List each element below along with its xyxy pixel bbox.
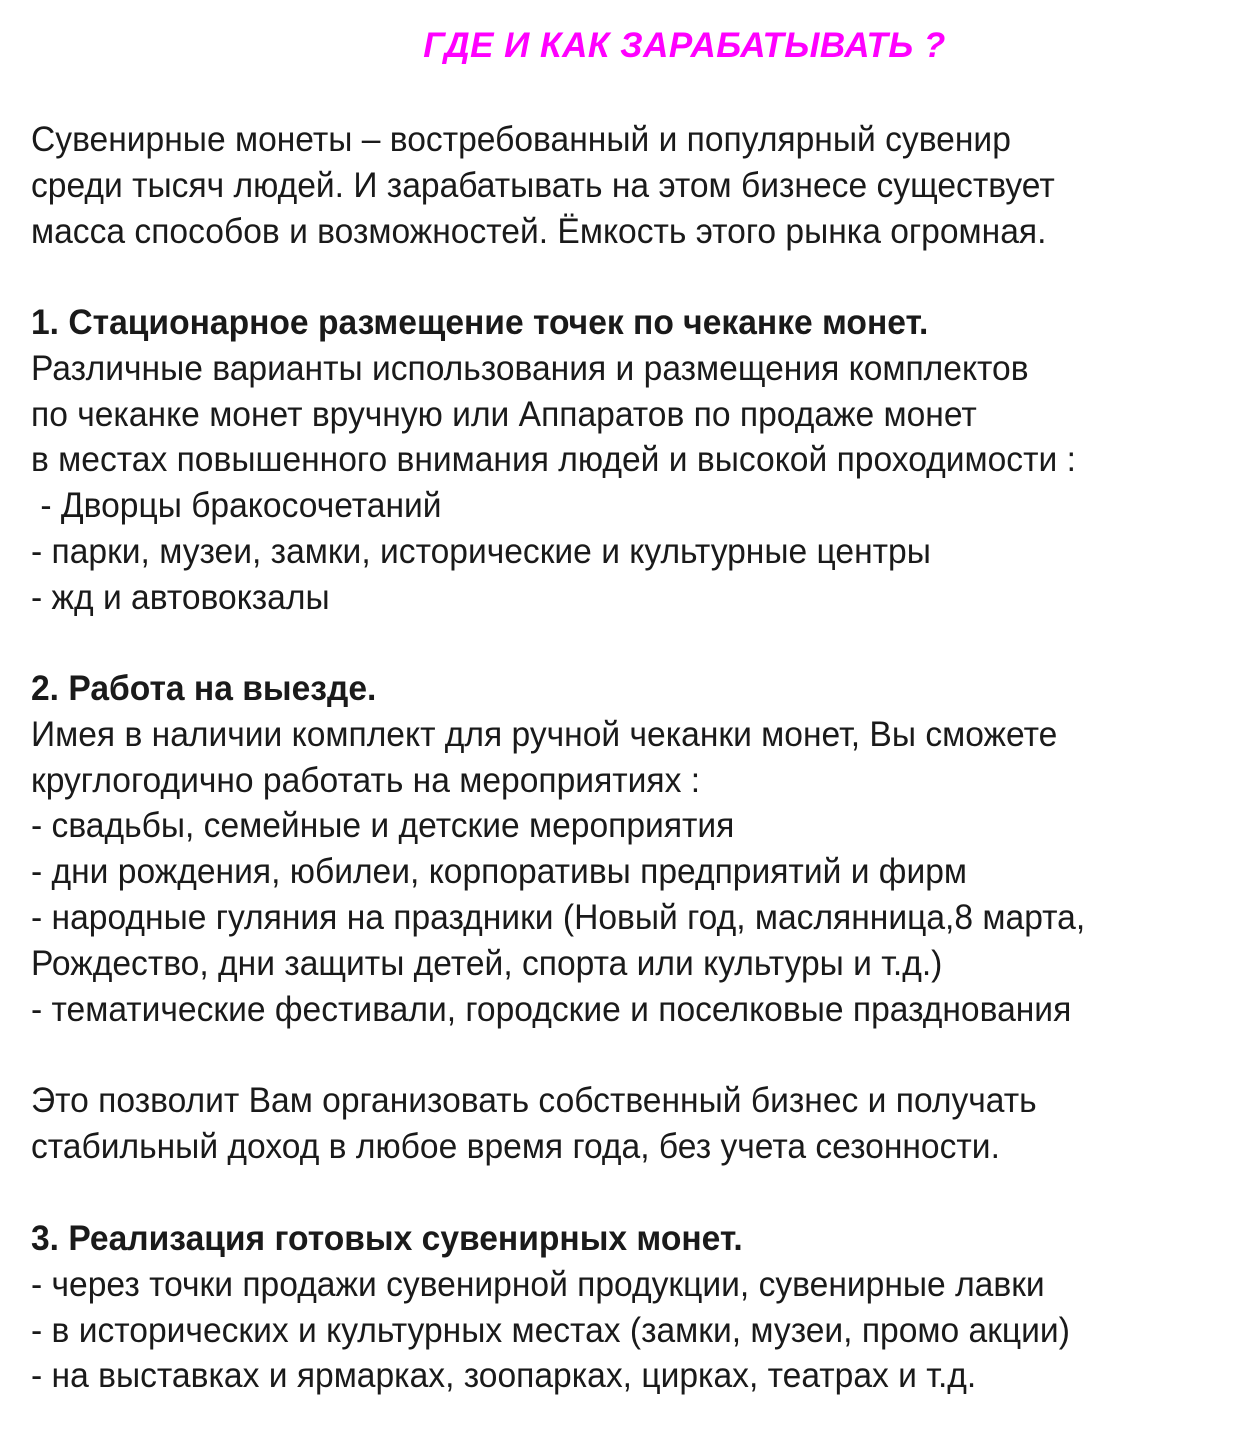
section-1 <box>31 300 1235 621</box>
section-1-line: в местах повышенного внимания людей и высокой проходимости : <box>31 440 1076 480</box>
intro-line: Сувенирные монеты – востребованный и популярный сувенир <box>31 120 1011 159</box>
section-1-list-item: - парки, музеи, замки, исторические и культурные центры <box>31 531 931 571</box>
section-3 <box>31 1216 1235 1399</box>
section-1-list-item: - Дворцы бракосочетаний <box>31 486 442 526</box>
intro-paragraph <box>31 117 1235 254</box>
section-3-list-item: - через точки продажи сувенирной продукции, сувенирные лавки <box>31 1264 1045 1304</box>
intro-line: масса способов и возможностей. Ёмкость этого рынка огромная. <box>31 211 1047 251</box>
section-3-list-item: - на выставках и ярмарках, зоопарках, цирках, театрах и т.д. <box>31 1356 977 1396</box>
conclusion-paragraph <box>31 1078 1235 1170</box>
section-1-heading: 1. Стационарное размещение точек по чеканке монет. <box>31 303 929 342</box>
section-1-line: по чеканке монет вручную или Аппаратов по продаже монет <box>31 394 977 434</box>
section-1-list-item: - жд и автовокзалы <box>31 577 330 617</box>
section-2-heading: 2. Работа на выезде. <box>31 669 377 708</box>
section-2-list-item: - тематические фестивали, городские и поселковые празднования <box>31 989 1072 1029</box>
section-3-list-item: - в исторических и культурных местах (замки, музеи, промо акции) <box>31 1310 1070 1350</box>
intro-line: среди тысяч людей. И зарабатывать на этом бизнесе существует <box>31 165 1055 205</box>
page-title: ГДЕ И КАК ЗАРАБАТЫВАТЬ ? <box>423 26 946 65</box>
section-1-line: Различные варианты использования и размещения комплектов <box>31 348 1029 388</box>
section-3-heading: 3. Реализация готовых сувенирных монет. <box>31 1219 743 1258</box>
conclusion-line: стабильный доход в любое время года, без учета сезонности. <box>31 1126 1000 1166</box>
section-2-list-item: - народные гуляния на праздники (Новый год, маслянница,8 марта, <box>31 897 1086 937</box>
section-2-list-item: Рождество, дни защиты детей, спорта или культуры и т.д.) <box>31 943 943 983</box>
section-2-line: круглогодично работать на мероприятиях : <box>31 760 701 800</box>
section-2-list-item: - дни рождения, юбилеи, корпоративы предприятий и фирм <box>31 852 967 892</box>
section-2-line: Имея в наличии комплект для ручной чеканки монет, Вы сможете <box>31 714 1058 754</box>
section-2 <box>31 666 1235 1032</box>
conclusion-line: Это позволит Вам организовать собственный бизнес и получать <box>31 1081 1037 1120</box>
section-2-list-item: - свадьбы, семейные и детские мероприятия <box>31 806 735 846</box>
